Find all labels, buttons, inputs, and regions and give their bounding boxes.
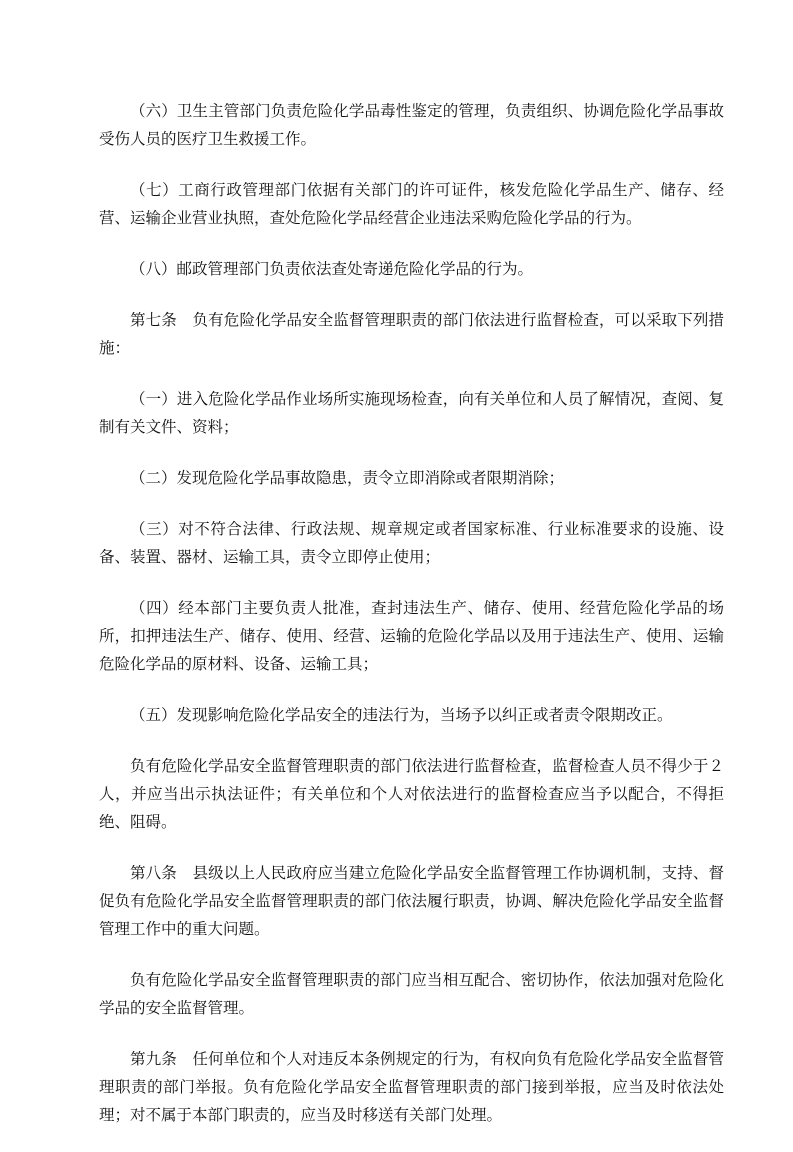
- document-body: [99, 97, 724, 1152]
- paragraph-item-8-postal: （八）邮政管理部门负责依法查处寄递危险化学品的行为。: [130, 260, 534, 278]
- measure-item-5: （五）发现影响危险化学品安全的违法行为，当场予以纠正或者责令限期改正。: [130, 706, 673, 724]
- paragraph-item-6-health-dept: （六）卫生主管部门负责危险化学品毒性鉴定的管理，负责组织、协调危险化学品事故受伤人员的医疗卫生救援工作。: [99, 102, 724, 148]
- article-7-heading: 第七条 负有危险化学品安全监督管理职责的部门依法进行监督检查，可以采取下列措施：: [99, 311, 724, 357]
- inspection-requirements-paragraph: 负有危险化学品安全监督管理职责的部门依法进行监督检查，监督检查人员不得少于２人，并应当出示执法证件；有关单位和个人对依法进行的监督检查应当予以配合，不得拒绝、阻碍。: [99, 757, 724, 831]
- measure-item-1: （一）进入危险化学品作业场所实施现场检查，向有关单位和人员了解情况，查阅、复制有关文件、资料；: [99, 390, 724, 436]
- measure-item-2: （二）发现危险化学品事故隐患，责令立即消除或者限期消除；: [130, 469, 565, 487]
- cooperation-paragraph: 负有危险化学品安全监督管理职责的部门应当相互配合、密切协作，依法加强对危险化学品的安全监督管理。: [99, 971, 724, 1017]
- measure-item-3: （三）对不符合法律、行政法规、规章规定或者国家标准、行业标准要求的设施、设备、装置、器材、运输工具，责令立即停止使用；: [99, 520, 724, 566]
- article-9-paragraph: 第九条 任何单位和个人对违反本条例规定的行为，有权向负有危险化学品安全监督管理职责的部门举报。负有危险化学品安全监督管理职责的部门接到举报，应当及时依法处理；对不属于本部门职责的，应当及时移送有关部门处理。: [99, 1050, 724, 1124]
- measure-item-4: （四）经本部门主要负责人批准，查封违法生产、储存、使用、经营危险化学品的场所，扣押违法生产、储存、使用、经营、运输的危险化学品以及用于违法生产、使用、运输危险化学品的原材料、设备、运输工具；: [99, 599, 724, 673]
- paragraph-item-7-industry-commerce: （七）工商行政管理部门依据有关部门的许可证件，核发危险化学品生产、储存、经营、运输企业营业执照，查处危险化学品经营企业违法采购危险化学品的行为。: [99, 181, 724, 227]
- article-8-paragraph: 第八条 县级以上人民政府应当建立危险化学品安全监督管理工作协调机制，支持、督促负有危险化学品安全监督管理职责的部门依法履行职责，协调、解决危险化学品安全监督管理工作中的重大问题。: [99, 864, 724, 938]
